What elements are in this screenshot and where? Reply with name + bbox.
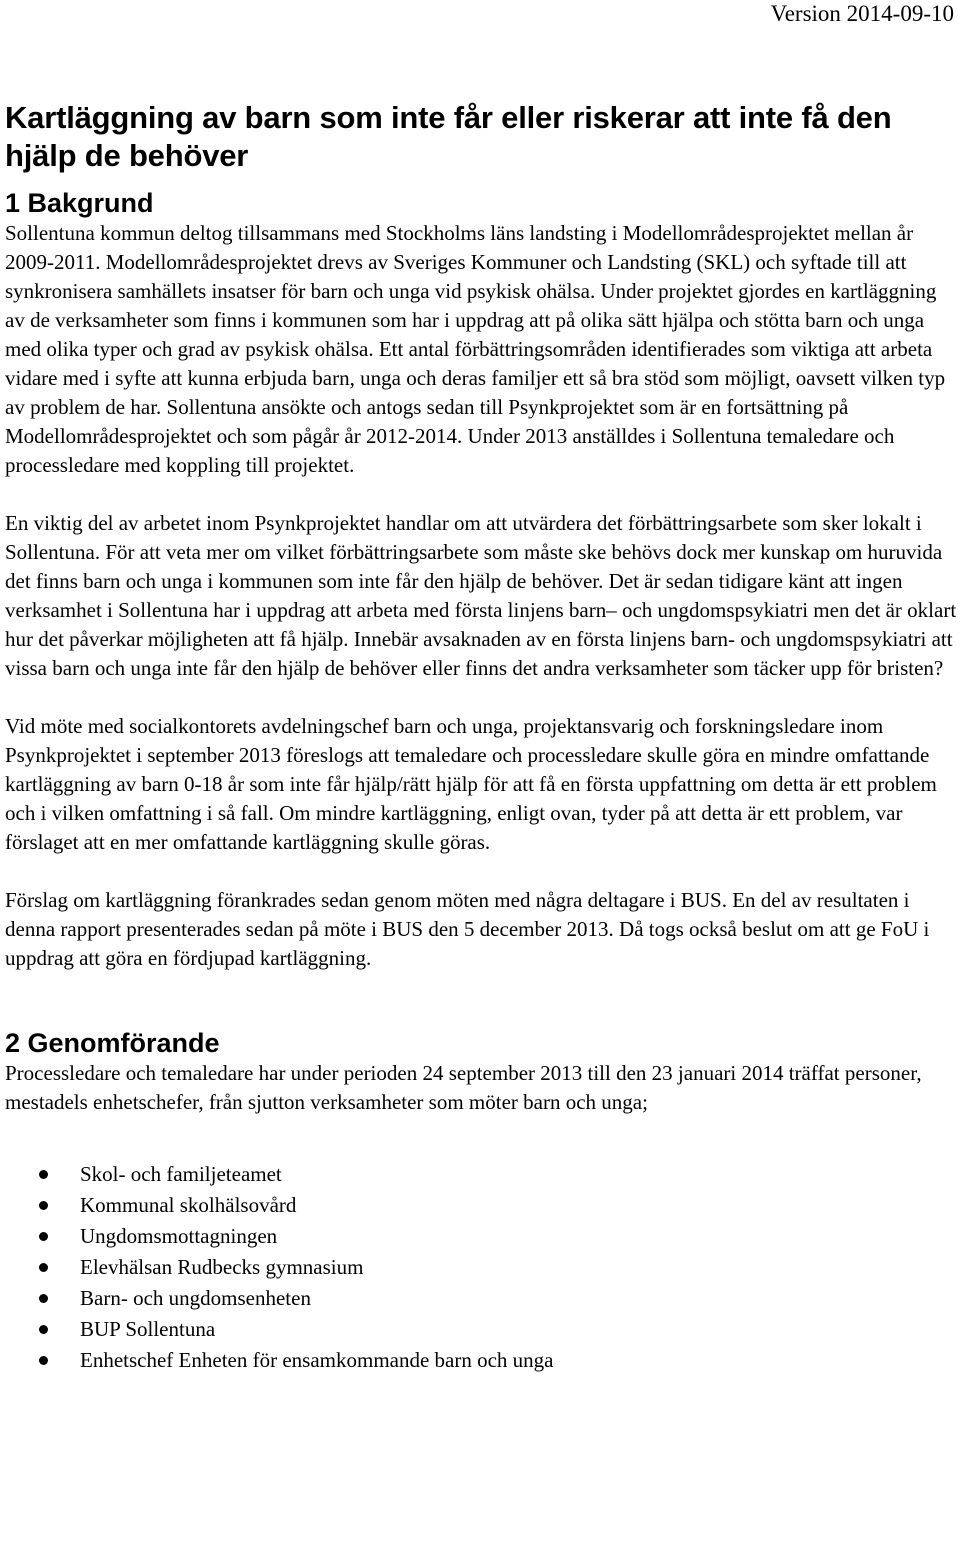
section-heading-bakgrund: 1 Bakgrund [5,188,154,218]
bullet-icon [39,1294,48,1303]
bullet-icon [39,1232,48,1241]
bullet-icon [39,1170,48,1179]
document-body [5,99,957,1376]
list-item [5,1345,957,1376]
paragraph-bakgrund-3: Vid möte med socialkontorets avdelningschef barn och unga, projektansvarig och forskningsledare inom Psynkprojektet i september 2013 föreslogs att temaledare och processledare skulle göra en mindre omfattande kartläggning av barn 0-18 år som inte får hjälp/rätt hjälp för att få en första uppfattning om detta är ett problem och i vilken omfattning i så fall. Om mindre kartläggning, enligt ovan, tyder på att detta är ett problem, var förslaget att en mer omfattande kartläggning skulle göras. [5,714,937,854]
bullet-icon [39,1201,48,1210]
list-item [5,1159,957,1190]
paragraph-bakgrund-1: Sollentuna kommun deltog tillsammans med Stockholms läns landsting i Modellområdesprojektet mellan år 2009-2011. Modellområdesprojektet drevs av Sveriges Kommuner och Landsting (SKL) och syftade till att synkronisera samhällets insatser för barn och unga vid psykisk ohälsa. Under projektet gjordes en kartläggning av de verksamheter som finns i kommunen som har i uppdrag att på olika sätt hjälpa och stötta barn och unga med olika typer och grad av psykisk ohälsa. Ett antal förbättringsområden identifierades som viktiga att arbeta vidare med i syfte att kunna erbjuda barn, unga och deras familjer ett så bra stöd som möjligt, oavsett vilken typ av problem de har. Sollentuna ansökte och antogs sedan till Psynkprojektet som är en fortsättning på Modellområdesprojektet och som pågår år 2012-2014. Under 2013 anställdes i Sollentuna temaledare och processledare med koppling till projektet. [5,221,946,477]
list-item-text: Enhetschef Enheten för ensamkommande barn och unga [80,1348,554,1372]
document-title: Kartläggning av barn som inte får eller riskerar att inte få den hjälp de behöver [5,100,892,173]
paragraph-bakgrund-2: En viktig del av arbetet inom Psynkprojektet handlar om att utvärdera det förbättringsarbete som sker lokalt i Sollentuna. För att veta mer om vilket förbättringsarbete som måste ske behövs dock mer kunskap om huruvida det finns barn och unga i kommunen som inte får den hjälp de behöver. Det är sedan tidigare känt att ingen verksamhet i Sollentuna har i uppdrag att arbeta med första linjens barn– och ungdomspsykiatri men det är oklart hur det påverkar möjligheten att få hjälp. Innebär avsaknaden av en första linjens barn- och ungdomspsykiatri att vissa barn och unga inte får den hjälp de behöver eller finns det andra verksamheter som täcker upp för bristen? [5,511,957,680]
list-item-text: Ungdomsmottagningen [80,1224,278,1248]
list-item-text: Kommunal skolhälsovård [80,1193,297,1217]
version-label: Version 2014-09-10 [770,1,954,26]
list-item-text: Skol- och familjeteamet [80,1162,282,1186]
paragraph-genomforande-intro: Processledare och temaledare har under perioden 24 september 2013 till den 23 januari 2014 träffat personer, mestadels enhetschefer, från sjutton verksamheter som möter barn och unga; [5,1061,922,1114]
bullet-icon [39,1356,48,1365]
bullet-icon [39,1325,48,1334]
list-item [5,1252,957,1283]
list-item-text: Elevhälsan Rudbecks gymnasium [80,1255,364,1279]
section-heading-genomforande: 2 Genomförande [5,1028,220,1058]
paragraph-bakgrund-4: Förslag om kartläggning förankrades sedan genom möten med några deltagare i BUS. En del av resultaten i denna rapport presenterades sedan på möte i BUS den 5 december 2013. Då togs också beslut om att ge FoU i uppdrag att göra en fördjupad kartläggning. [5,888,930,970]
list-item-text: Barn- och ungdomsenheten [80,1286,311,1310]
verksamheter-list [5,1159,957,1376]
bullet-icon [39,1263,48,1272]
list-item [5,1283,957,1314]
list-item [5,1221,957,1252]
list-item-text: BUP Sollentuna [80,1317,216,1341]
list-item [5,1190,957,1221]
list-item [5,1314,957,1345]
